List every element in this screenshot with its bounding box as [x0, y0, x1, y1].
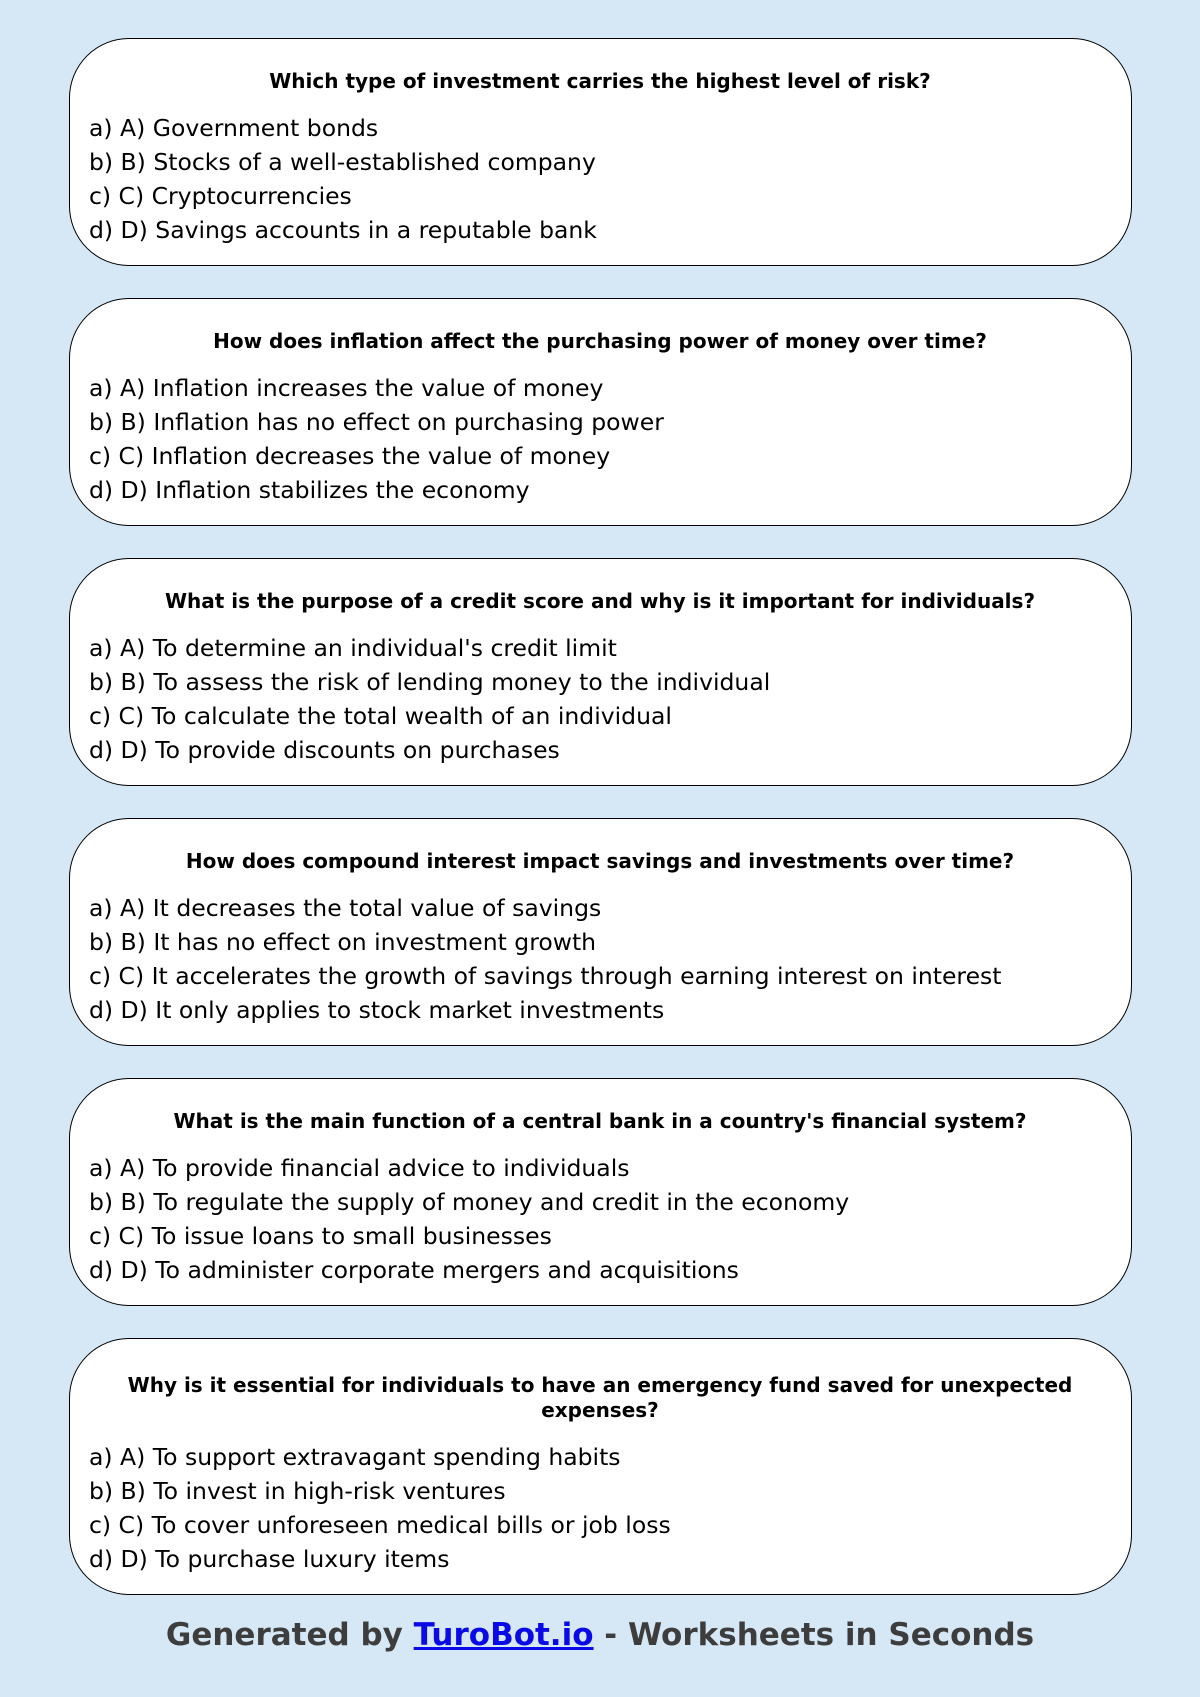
footer-prefix: Generated by	[165, 1617, 414, 1653]
question-card-1	[69, 38, 1132, 266]
question-text: Which type of investment carries the highest level of risk?	[269, 69, 931, 93]
answer-option-b: b) B) To assess the risk of lending money to the individual	[89, 668, 771, 696]
question-card-3	[69, 558, 1132, 786]
answer-option-a: a) A) To support extravagant spending habits	[89, 1443, 621, 1471]
answer-options	[89, 631, 1111, 767]
answer-option-c: c) C) It accelerates the growth of savings through earning interest on interest	[89, 962, 1002, 990]
answer-option-b: b) B) To invest in high-risk ventures	[89, 1477, 506, 1505]
answer-option-b: b) B) Inflation has no effect on purchasing power	[89, 408, 664, 436]
answer-option-c: c) C) To issue loans to small businesses	[89, 1222, 552, 1250]
answer-option-d: d) D) To administer corporate mergers and acquisitions	[89, 1256, 739, 1284]
question-card-5	[69, 1078, 1132, 1306]
answer-option-a: a) A) Inflation increases the value of money	[89, 374, 604, 402]
answer-option-a: a) A) Government bonds	[89, 114, 379, 142]
answer-option-c: c) C) Inflation decreases the value of money	[89, 442, 611, 470]
footer-suffix: - Worksheets in Seconds	[593, 1617, 1035, 1653]
answer-option-d: d) D) It only applies to stock market investments	[89, 996, 665, 1024]
answer-option-d: d) D) Inflation stabilizes the economy	[89, 476, 530, 504]
answer-option-c: c) C) Cryptocurrencies	[89, 182, 352, 210]
answer-option-b: b) B) It has no effect on investment growth	[89, 928, 597, 956]
question-card-6	[69, 1338, 1132, 1595]
answer-option-c: c) C) To cover unforeseen medical bills or job loss	[89, 1511, 671, 1539]
answer-options	[89, 1440, 1111, 1576]
question-card-2	[69, 298, 1132, 526]
answer-option-a: a) A) To determine an individual's credit limit	[89, 634, 617, 662]
worksheet	[69, 38, 1132, 1627]
turobot-link[interactable]: TuroBot.io	[413, 1617, 594, 1653]
answer-options	[89, 371, 1111, 507]
answer-option-d: d) D) Savings accounts in a reputable bank	[89, 216, 597, 244]
answer-option-d: d) D) To provide discounts on purchases	[89, 736, 560, 764]
answer-option-a: a) A) To provide financial advice to individuals	[89, 1154, 630, 1182]
answer-option-d: d) D) To purchase luxury items	[89, 1545, 450, 1573]
answer-option-c: c) C) To calculate the total wealth of an individual	[89, 702, 672, 730]
question-text: What is the main function of a central bank in a country's financial system?	[173, 1109, 1027, 1133]
answer-option-b: b) B) Stocks of a well-established company	[89, 148, 596, 176]
answer-options	[89, 111, 1111, 247]
question-text: How does compound interest impact savings and investments over time?	[185, 849, 1015, 873]
question-text: Why is it essential for individuals to have an emergency fund saved for unexpected expenses?	[127, 1373, 1073, 1422]
answer-option-b: b) B) To regulate the supply of money and credit in the economy	[89, 1188, 850, 1216]
answer-options	[89, 1151, 1111, 1287]
footer-credit	[0, 1617, 1200, 1653]
answer-option-a: a) A) It decreases the total value of savings	[89, 894, 602, 922]
answer-options	[89, 891, 1111, 1027]
question-card-4	[69, 818, 1132, 1046]
question-text: How does inflation affect the purchasing power of money over time?	[213, 329, 987, 353]
question-text: What is the purpose of a credit score and why is it important for individuals?	[164, 589, 1036, 613]
